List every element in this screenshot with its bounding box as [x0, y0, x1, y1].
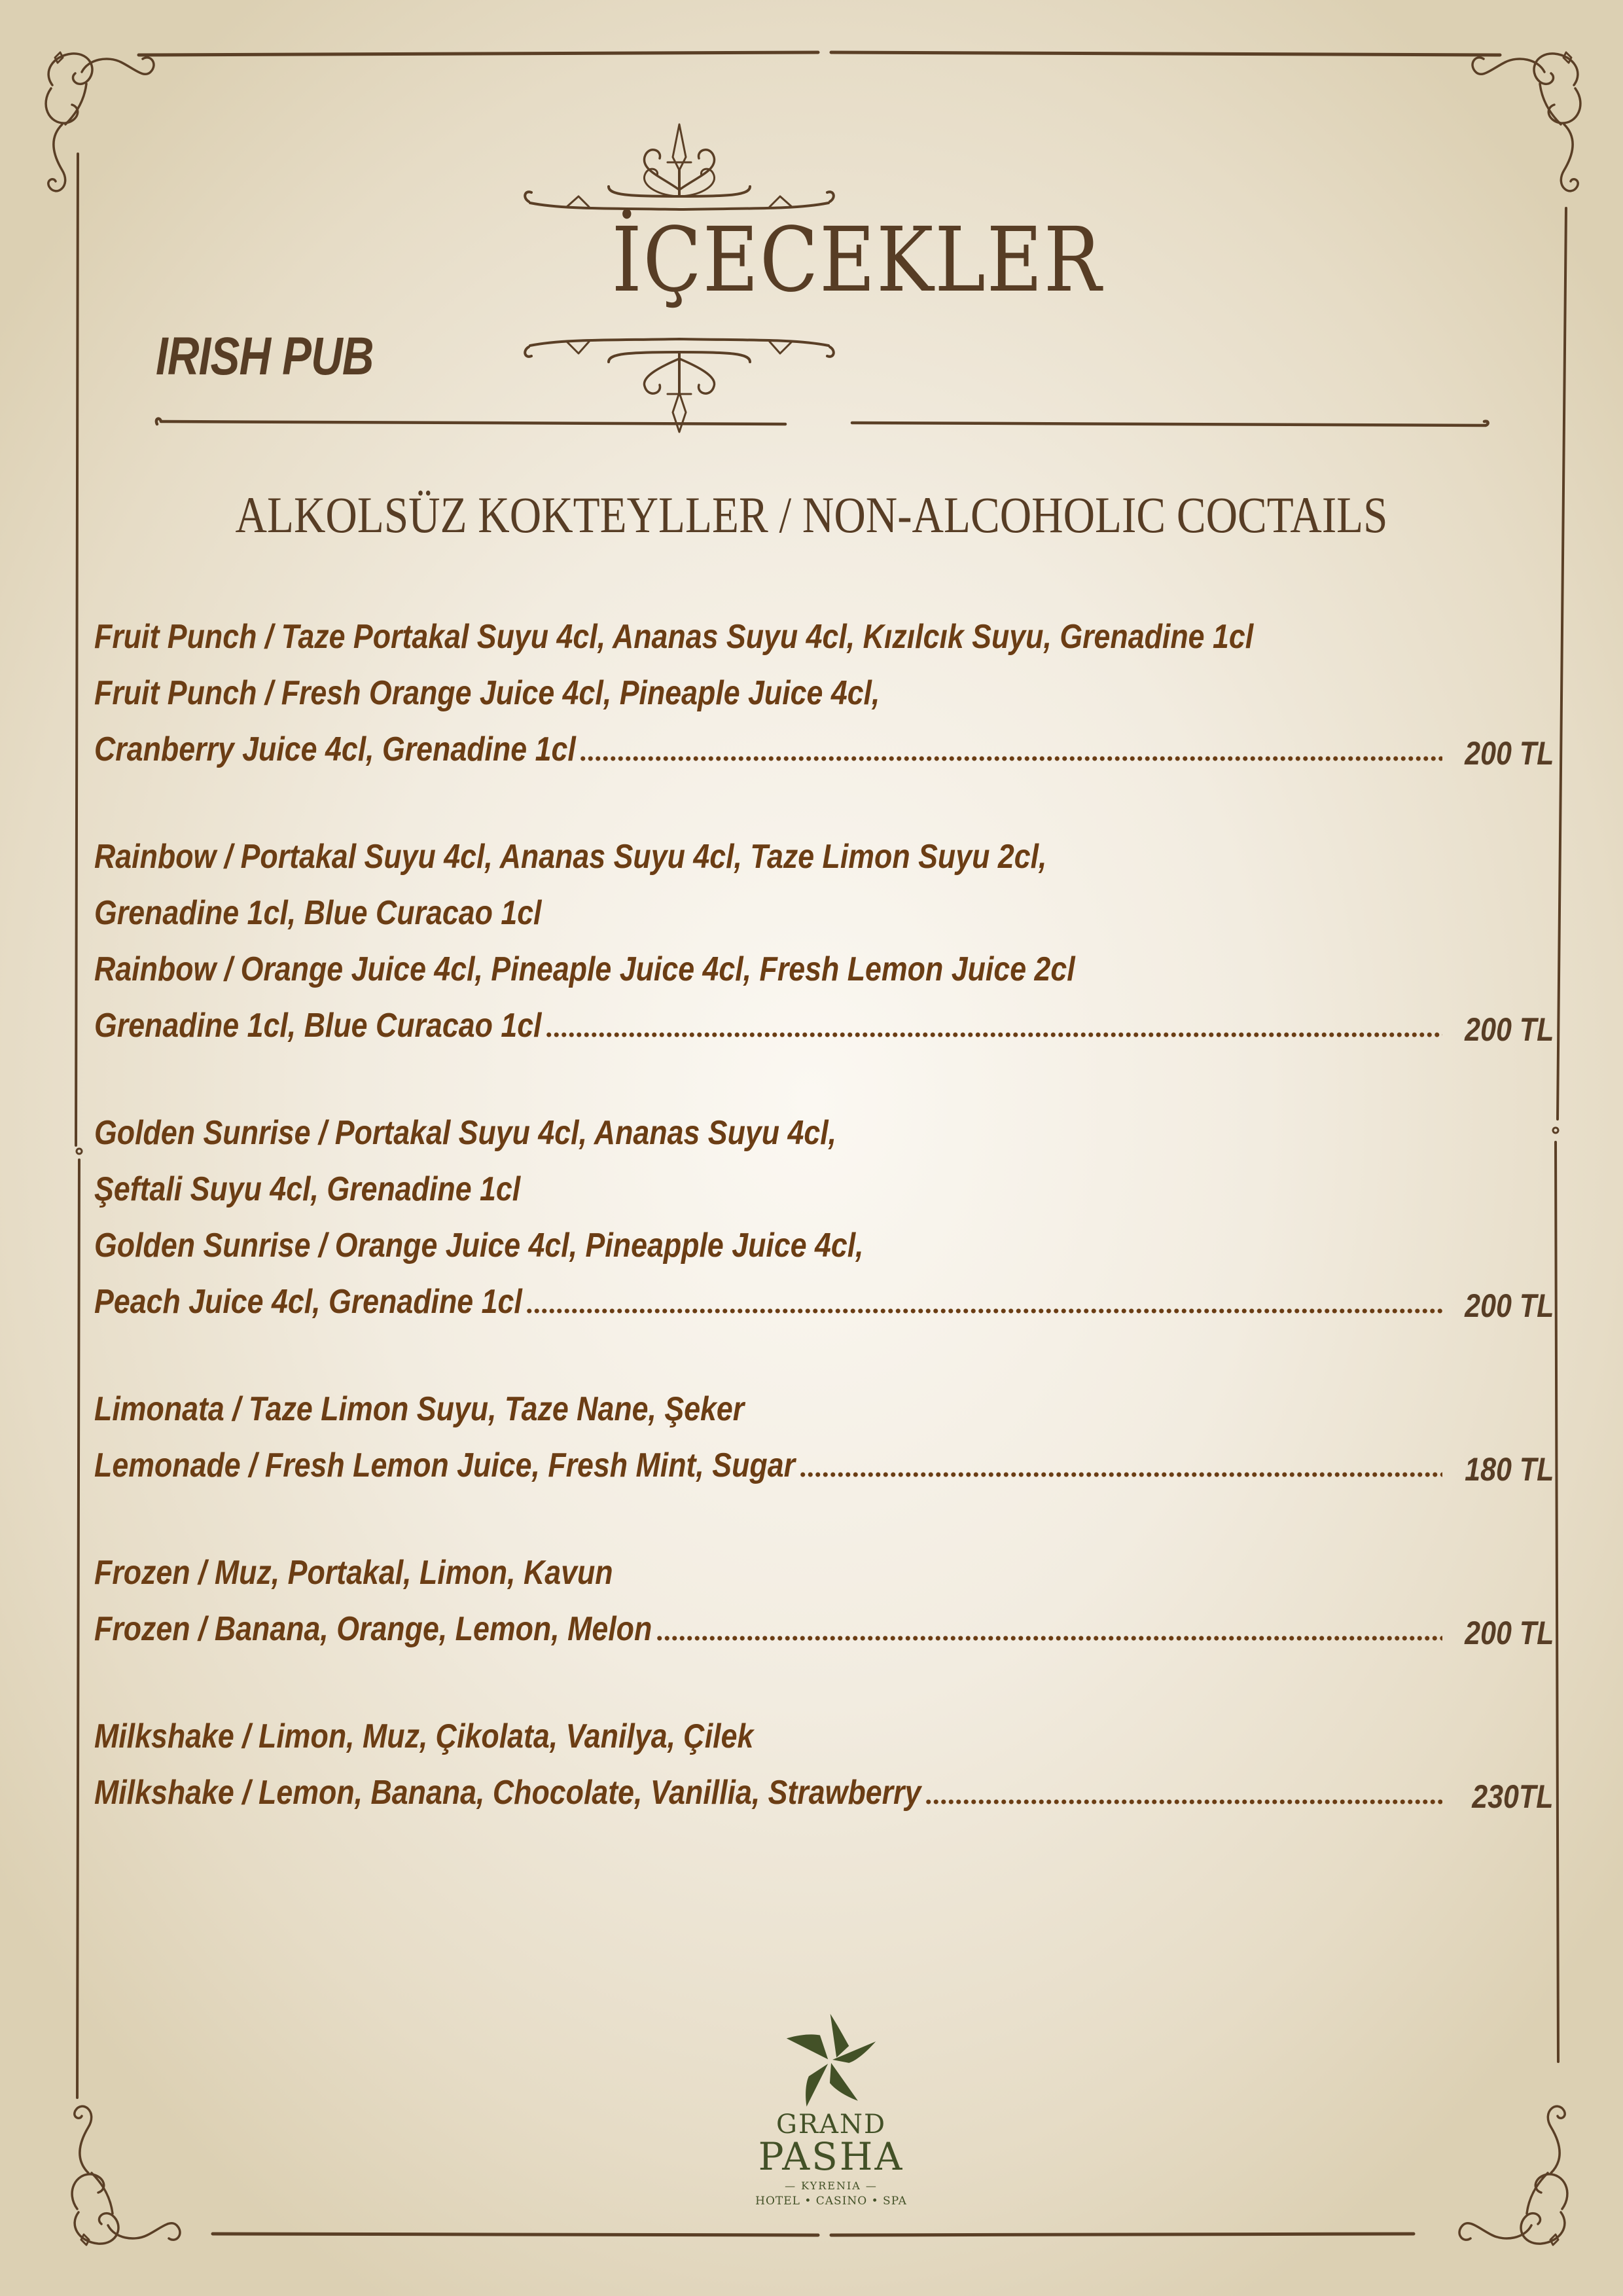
item-price: 200 TL	[1464, 735, 1554, 772]
item-description-line: Şeftali Suyu 4cl, Grenadine 1cl	[94, 1170, 521, 1208]
dot-leader	[925, 1799, 1442, 1805]
item-description-line: Milkshake / Limon, Muz, Çikolata, Vanilya, Çilek	[94, 1717, 754, 1755]
menu-item	[94, 609, 1554, 778]
item-price: 200 TL	[1464, 1615, 1554, 1651]
item-description-line: Peach Juice 4cl, Grenadine 1cl	[94, 1283, 522, 1321]
item-description-line: Rainbow / Orange Juice 4cl, Pineaple Juice 4cl, Fresh Lemon Juice 2cl	[94, 950, 1075, 988]
item-description-line: Rainbow / Portakal Suyu 4cl, Ananas Suyu 4cl, Taze Limon Suyu 2cl,	[94, 838, 1047, 876]
item-description-line: Grenadine 1cl, Blue Curacao 1cl	[94, 1007, 542, 1045]
menu-item	[94, 1708, 1554, 1821]
menu-item	[94, 829, 1554, 1054]
header-divider	[0, 412, 1623, 439]
item-description-line: Cranberry Juice 4cl, Grenadine 1cl	[94, 730, 576, 768]
pinwheel-star-icon	[779, 2009, 883, 2108]
item-price: 230TL	[1472, 1778, 1554, 1815]
dot-leader	[579, 755, 1442, 762]
dot-leader	[656, 1635, 1442, 1641]
menu-item	[94, 1545, 1554, 1657]
hotel-logo	[720, 2009, 942, 2208]
menu-list	[94, 609, 1554, 1872]
corner-ornament-bottom-left	[72, 2094, 216, 2251]
section-heading: ALKOLSÜZ KOKTEYLLER / NON-ALCOHOLIC COCTAILS	[235, 486, 1388, 543]
item-description-line: Grenadine 1cl, Blue Curacao 1cl	[94, 894, 542, 932]
item-description-line: Fruit Punch / Taze Portakal Suyu 4cl, Ananas Suyu 4cl, Kızılcık Suyu, Grenadine 1cl	[94, 618, 1254, 656]
dot-leader	[799, 1471, 1442, 1478]
item-description-line: Fruit Punch / Fresh Orange Juice 4cl, Pineaple Juice 4cl,	[94, 674, 880, 712]
logo-text-location: — KYRENIA —	[785, 2179, 878, 2192]
item-description-line: Frozen / Muz, Portakal, Limon, Kavun	[94, 1554, 613, 1592]
menu-item	[94, 1105, 1554, 1330]
item-description-line: Milkshake / Lemon, Banana, Chocolate, Vanillia, Strawberry	[94, 1774, 921, 1812]
item-price: 200 TL	[1464, 1287, 1554, 1324]
logo-text-grand: GRAND	[776, 2109, 887, 2140]
corner-ornament-top-right	[1436, 46, 1580, 203]
logo-text-tagline: HOTEL • CASINO • SPA	[755, 2195, 907, 2208]
corner-ornament-bottom-right	[1423, 2094, 1567, 2251]
item-description-line: Lemonade / Fresh Lemon Juice, Fresh Mint, Sugar	[94, 1446, 796, 1484]
menu-item	[94, 1381, 1554, 1494]
venue-label: IRISH PUB	[156, 327, 374, 386]
item-price: 200 TL	[1464, 1011, 1554, 1048]
item-description-line: Golden Sunrise / Orange Juice 4cl, Pineapple Juice 4cl,	[94, 1227, 864, 1265]
item-description-line: Limonata / Taze Limon Suyu, Taze Nane, Şeker	[94, 1390, 745, 1428]
dot-leader	[526, 1308, 1442, 1314]
logo-text-pasha: PASHA	[758, 2134, 904, 2179]
item-description-line: Frozen / Banana, Orange, Lemon, Melon	[94, 1610, 652, 1648]
dot-leader	[545, 1031, 1442, 1038]
item-price: 180 TL	[1464, 1451, 1554, 1488]
page-title: İÇECEKLER	[611, 209, 1103, 312]
item-description-line: Golden Sunrise / Portakal Suyu 4cl, Ananas Suyu 4cl,	[94, 1114, 837, 1152]
corner-ornament-top-left	[46, 46, 190, 203]
